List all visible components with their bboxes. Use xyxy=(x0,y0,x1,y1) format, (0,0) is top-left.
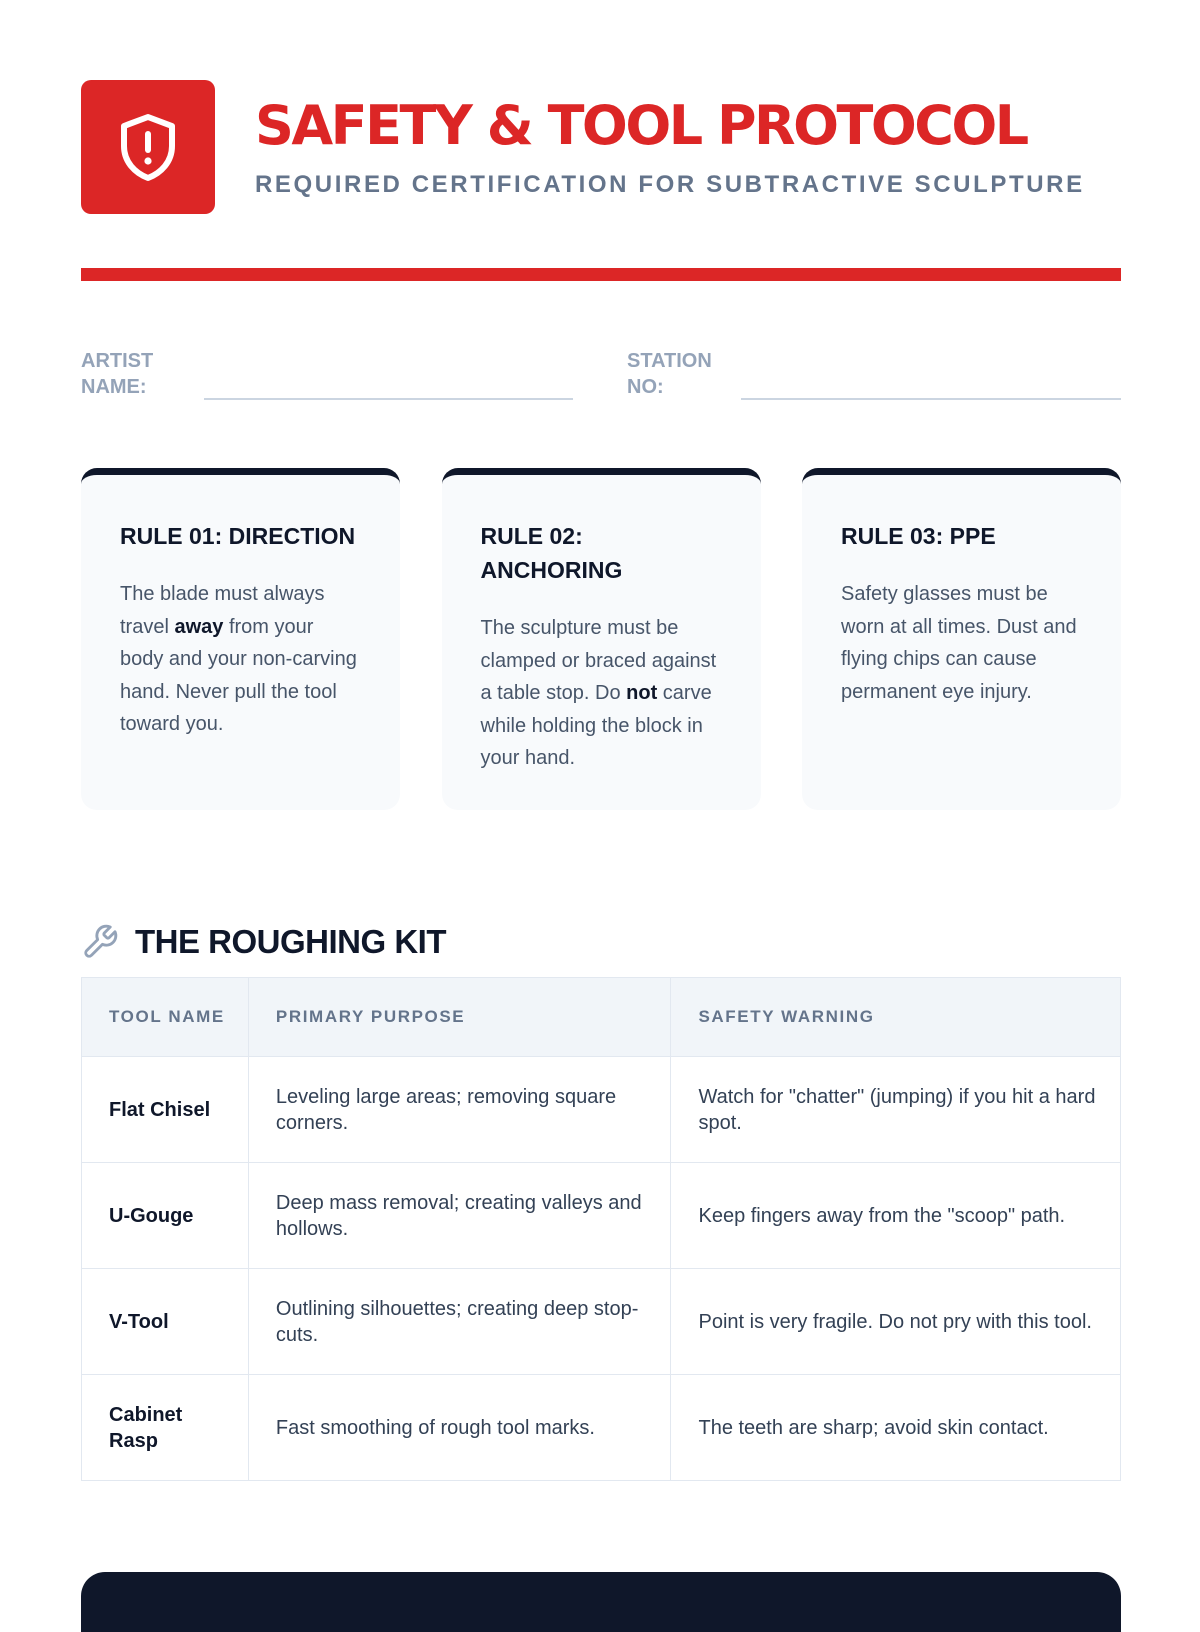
column-header-safety-warning: SAFETY WARNING xyxy=(671,978,1121,1057)
table-row xyxy=(82,1269,1121,1375)
section-title: THE ROUGHING KIT xyxy=(135,923,446,961)
rule-body: The blade must always travel away from your body and your non-carving hand. Never pull the tool toward you. xyxy=(120,583,357,735)
rule-cards xyxy=(81,468,1121,810)
wrench-icon xyxy=(81,923,119,961)
column-header-primary-purpose: PRIMARY PURPOSE xyxy=(248,978,671,1057)
purpose-cell: Deep mass removal; creating valleys and hollows. xyxy=(248,1163,671,1269)
rule-card-ppe xyxy=(802,468,1121,810)
shield-alert-icon xyxy=(117,112,179,182)
page-subtitle: REQUIRED CERTIFICATION FOR SUBTRACTIVE SCULPTURE xyxy=(255,171,1085,198)
rule-body: Safety glasses must be worn at all times. Dust and flying chips can cause permanent eye injury. xyxy=(841,583,1077,703)
station-no-label: STATION NO: xyxy=(627,350,712,398)
warning-cell: Keep fingers away from the "scoop" path. xyxy=(671,1163,1121,1269)
rule-card-anchoring xyxy=(442,468,761,810)
tool-name-cell: Flat Chisel xyxy=(82,1057,249,1163)
purpose-cell: Fast smoothing of rough tool marks. xyxy=(248,1375,671,1481)
station-no-field[interactable] xyxy=(741,398,1121,400)
rule-title: RULE 02: ANCHORING xyxy=(480,523,623,583)
purpose-cell: Outlining silhouettes; creating deep stop-cuts. xyxy=(248,1269,671,1375)
rule-card-direction xyxy=(81,468,400,810)
rule-body: The sculpture must be clamped or braced against a table stop. Do not carve while holding the block in your hand. xyxy=(480,617,717,769)
info-fields xyxy=(81,348,1121,408)
logo-badge xyxy=(81,80,215,214)
column-header-tool-name: TOOL NAME xyxy=(82,978,249,1057)
section-heading xyxy=(81,896,446,989)
header-divider xyxy=(81,268,1121,281)
header xyxy=(81,80,1121,214)
tool-name-cell: U-Gouge xyxy=(82,1163,249,1269)
purpose-cell: Leveling large areas; removing square corners. xyxy=(248,1057,671,1163)
warning-cell: The teeth are sharp; avoid skin contact. xyxy=(671,1375,1121,1481)
safety-protocol-page xyxy=(81,80,1121,1452)
rule-title: RULE 01: DIRECTION xyxy=(120,523,356,549)
warning-cell: Watch for "chatter" (jumping) if you hit a hard spot. xyxy=(671,1057,1121,1163)
tool-name-cell: Cabinet Rasp xyxy=(82,1375,249,1481)
tool-name-cell: V-Tool xyxy=(82,1269,249,1375)
footer-banner xyxy=(81,1572,1121,1632)
artist-name-label: ARTIST NAME: xyxy=(81,350,154,398)
page-title: SAFETY & TOOL PROTOCOL xyxy=(255,94,1027,157)
table-header-row xyxy=(82,978,1121,1057)
table-row xyxy=(82,1163,1121,1269)
artist-name-field[interactable] xyxy=(204,398,573,400)
table-row xyxy=(82,1057,1121,1163)
warning-cell: Point is very fragile. Do not pry with this tool. xyxy=(671,1269,1121,1375)
table-row xyxy=(82,1375,1121,1481)
rule-title: RULE 03: PPE xyxy=(841,523,996,549)
tool-table xyxy=(81,977,1121,1481)
